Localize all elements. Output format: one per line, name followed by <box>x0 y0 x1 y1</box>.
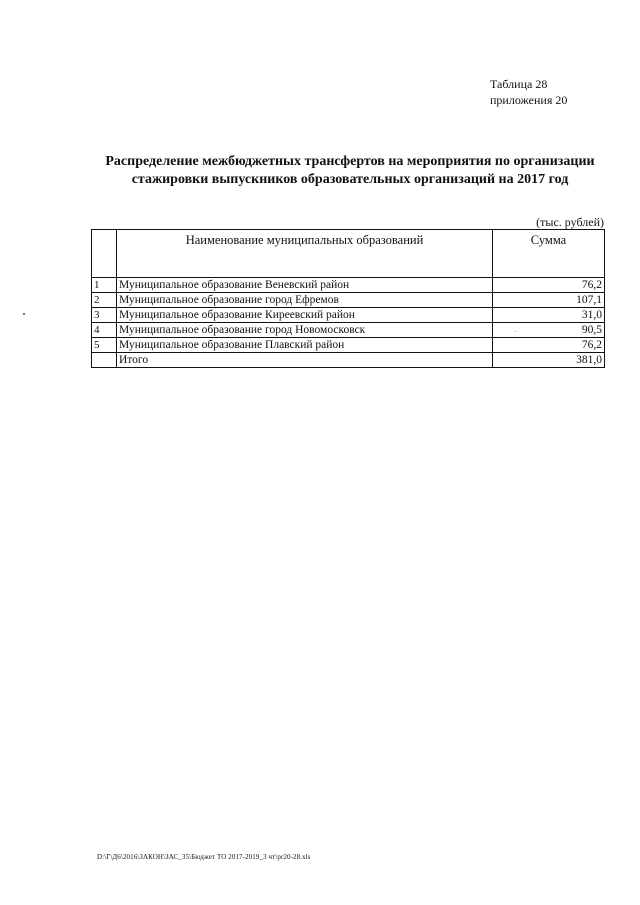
row-name: Муниципальное образование город Ефремов <box>117 293 493 308</box>
total-label: Итого <box>117 353 493 368</box>
table-number-label: Таблица 28 <box>490 77 548 91</box>
table-row <box>92 308 605 323</box>
row-sum: 107,1 <box>493 293 605 308</box>
row-name: Муниципальное образование Плавский район <box>117 338 493 353</box>
table-total-row <box>92 353 605 368</box>
row-name: Муниципальное образование город Новомосковск <box>117 323 493 338</box>
scan-artifact <box>23 313 25 315</box>
transfers-table <box>91 229 605 368</box>
table-row <box>92 323 605 338</box>
scan-artifact <box>515 331 516 332</box>
file-path-footer: D:\Г\Д6\2016\ЗАКОН\ЗАС_35\Бюджет ТО 2017-2019_3 чт\pr20-28.xls <box>97 853 311 861</box>
annex-reference <box>490 76 610 108</box>
header-name: Наименование муниципальных образований <box>117 230 493 278</box>
table-row <box>92 293 605 308</box>
row-number: 1 <box>92 278 117 293</box>
row-sum: 90,5 <box>493 323 605 338</box>
row-sum: 76,2 <box>493 338 605 353</box>
row-name: Муниципальное образование Веневский район <box>117 278 493 293</box>
row-number: 2 <box>92 293 117 308</box>
row-name: Муниципальное образование Киреевский район <box>117 308 493 323</box>
row-number: 4 <box>92 323 117 338</box>
table-row <box>92 278 605 293</box>
total-number <box>92 353 117 368</box>
header-number <box>92 230 117 278</box>
row-number: 5 <box>92 338 117 353</box>
row-sum: 76,2 <box>493 278 605 293</box>
document-title <box>60 153 640 189</box>
appendix-label: приложения 20 <box>490 93 568 107</box>
units-label: (тыс. рублей) <box>536 215 604 229</box>
row-sum: 31,0 <box>493 308 605 323</box>
header-sum: Сумма <box>493 230 605 278</box>
document-title-line-2: стажировки выпускников образовательных организаций на 2017 год <box>131 172 569 187</box>
table-header-row <box>92 230 605 278</box>
table-row <box>92 338 605 353</box>
row-number: 3 <box>92 308 117 323</box>
total-sum: 381,0 <box>493 353 605 368</box>
document-title-line-1: Распределение межбюджетных трансфертов на мероприятия по организации <box>105 154 595 169</box>
